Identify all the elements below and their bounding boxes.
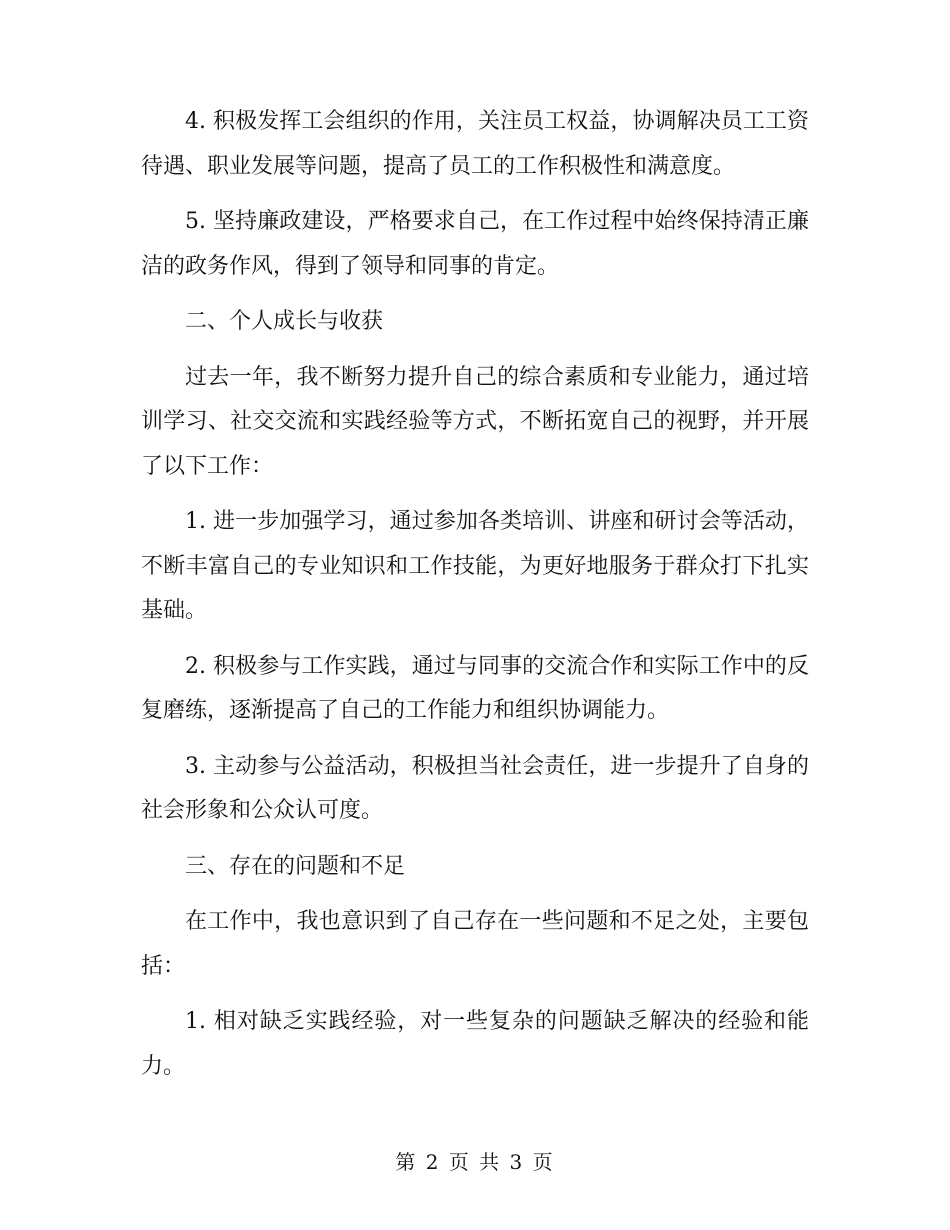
section-heading-problems: 三、存在的问题和不足 — [185, 853, 406, 879]
page-number-footer: 第 2 页 共 3 页 — [395, 1150, 555, 1174]
paragraph-growth-item-1: 1. 进一步加强学习，通过参加各类培训、讲座和研讨会等活动，不断丰富自己的专业知识和工作技能，为更好地服务于群众打下扎实基础。 — [141, 509, 809, 623]
section-heading-personal-growth: 二、个人成长与收获 — [185, 309, 384, 334]
paragraph-problems-intro: 在工作中，我也意识到了自己存在一些问题和不足之处，主要包括： — [141, 909, 809, 979]
paragraph-growth-item-3: 3. 主动参与公益活动，积极担当社会责任，进一步提升了自身的社会形象和公众认可度。 — [141, 753, 809, 823]
paragraph-problems-item-1: 1. 相对缺乏实践经验，对一些复杂的问题缺乏解决的经验和能力。 — [141, 1009, 809, 1079]
paragraph-growth-intro: 过去一年，我不断努力提升自己的综合素质和专业能力，通过培训学习、社交交流和实践经验等方式，不断拓宽自己的视野，并开展了以下工作： — [141, 364, 809, 479]
paragraph-item-5-integrity: 5. 坚持廉政建设，严格要求自己，在工作过程中始终保持清正廉洁的政务作风，得到了领导和同事的肯定。 — [141, 209, 809, 279]
document-body — [141, 100, 809, 1100]
paragraph-item-4-union: 4. 积极发挥工会组织的作用，关注员工权益，协调解决员工工资待遇、职业发展等问题，提高了员工的工作积极性和满意度。 — [141, 109, 809, 179]
paragraph-growth-item-2: 2. 积极参与工作实践，通过与同事的交流合作和实际工作中的反复磨练，逐渐提高了自己的工作能力和组织协调能力。 — [141, 653, 809, 723]
